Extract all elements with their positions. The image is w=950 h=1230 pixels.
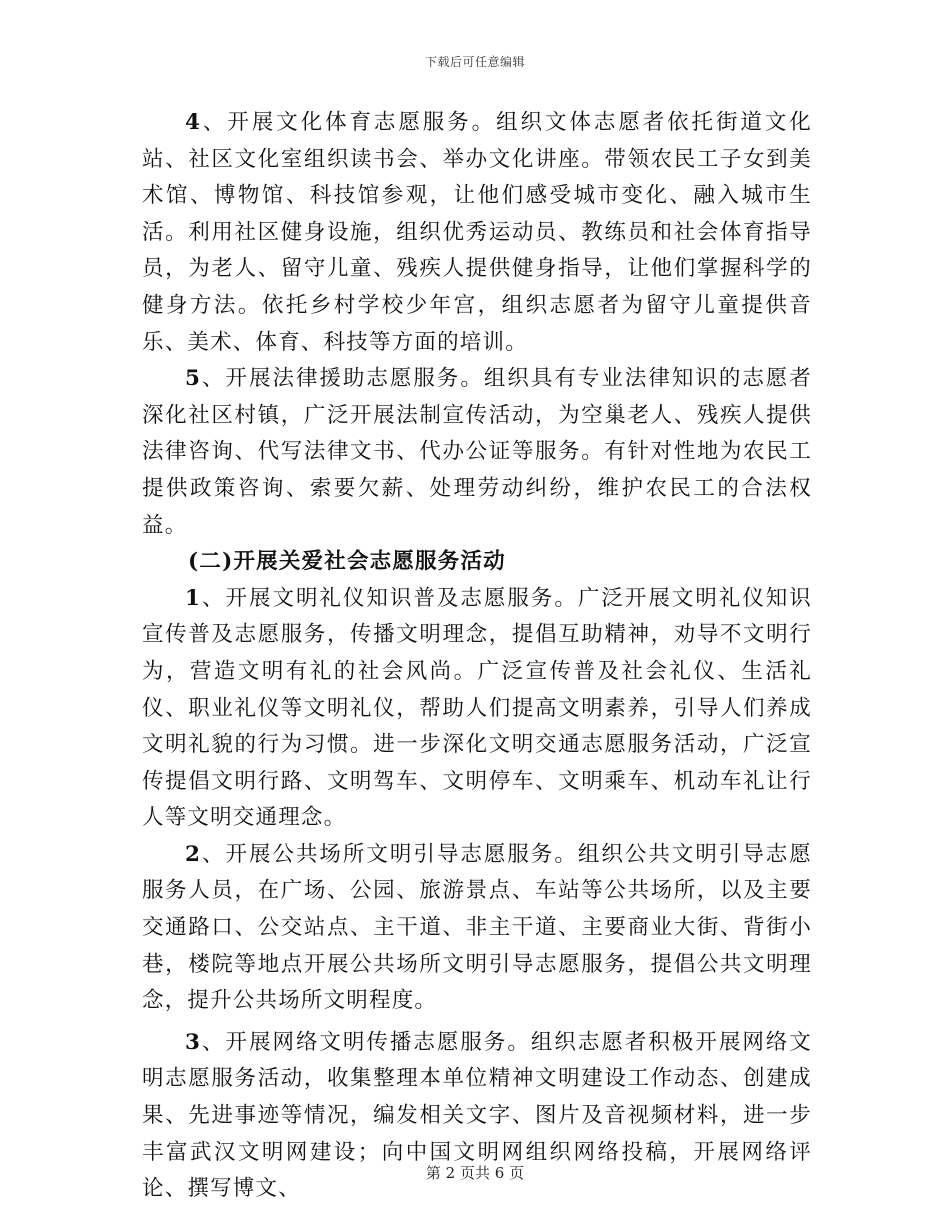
paragraph-text: 、开展公共场所文明引导志愿服务。组织公共文明引导志愿服务人员，在广场、公园、旅游景点、车站等公共场所，以及主要交通路口、公交站点、主干道、非主干道、主要商业大街、背街小巷，楼院等地点开展公共场所文明引导志愿服务，提倡公共文明理念，提升公共场所文明程度。 [142,841,812,1014]
paragraph-public-places [142,837,812,1020]
item-number: 3 [185,1029,202,1055]
item-number: 2 [185,841,202,867]
paragraph-text: 、开展网络文明传播志愿服务。组织志愿者积极开展网络文明志愿服务活动，收集整理本单位精神文明建设工作动态、创建成果、先进事迹等情况，编发相关文字、图片及音视频材料，进一步丰富武汉文明网建设；向中国文明网组织网络投稿，开展网络评论、撰写博文、 [142,1029,812,1202]
page-footer: 第 2 页共 6 页 [425,1164,525,1182]
page-header: 下载后可任意编辑 [424,55,525,69]
section-heading: (二)开展关爱社会志愿服务活动 [188,549,506,575]
paragraph-text: 、开展文明礼仪知识普及志愿服务。广泛开展文明礼仪知识宣传普及志愿服务，传播文明理念，提倡互助精神，劝导不文明行为，营造文明有礼的社会风尚。广泛宣传普及社会礼仪、生活礼仪、职业礼仪等文明礼仪，帮助人们提高文明素养，引导人们养成文明礼貌的行为习惯。进一步深化文明交通志愿服务活动，广泛宣传提倡文明行路、文明驾车、文明停车、文明乘车、机动车礼让行人等文明交通理念。 [142,585,812,831]
paragraph-legal-aid [142,361,812,544]
item-number: 1 [185,585,202,611]
document-body [142,105,812,1208]
paragraph-culture-sports [142,105,812,361]
item-number: 4 [185,110,202,135]
paragraph-text: 、开展法律援助志愿服务。组织具有专业法律知识的志愿者深化社区村镇，广泛开展法制宣传活动，为空巢老人、残疾人提供法律咨询、代写法律文书、代办公证等服务。有针对性地为农民工提供政策咨询、索要欠薪、处理劳动纠纷，维护农民工的合法权益。 [142,366,812,538]
paragraph-text: 、开展文化体育志愿服务。组织文体志愿者依托街道文化站、社区文化室组织读书会、举办文化讲座。带领农民工子女到美术馆、博物馆、科技馆参观，让他们感受城市变化、融入城市生活。利用社区健身设施，组织优秀运动员、教练员和社会体育指导员，为老人、留守儿童、残疾人提供健身指导，让他们掌握科学的健身方法。依托乡村学校少年宫，组织志愿者为留守儿童提供音乐、美术、体育、科技等方面的培训。 [142,110,812,355]
paragraph-etiquette [142,581,812,837]
item-number: 5 [185,366,202,392]
